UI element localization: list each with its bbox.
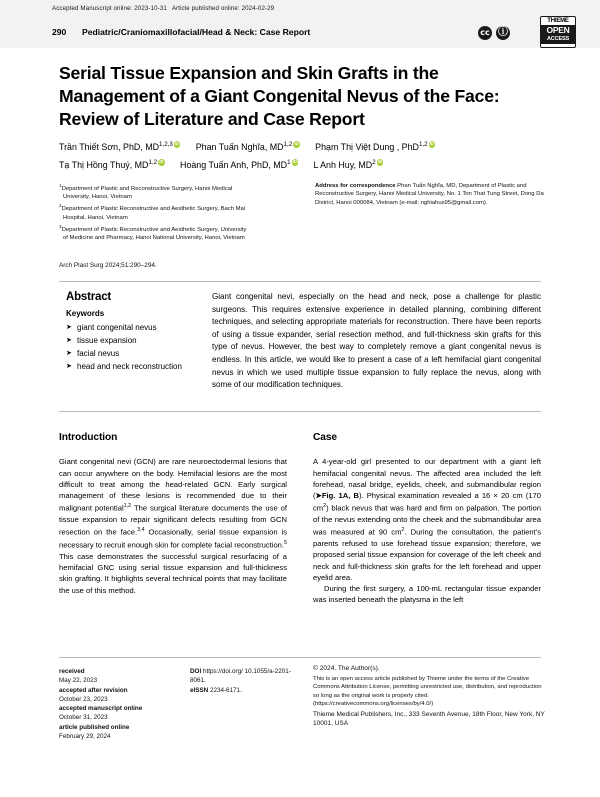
affiliation-item — [59, 182, 249, 202]
case-text-3: ) black nevus that was hard and firm on palpation. The portion of the nevus extending onto the cheek and the submandibular area was measured at 90 cm — [313, 503, 541, 537]
unit-superscript: 2 — [401, 527, 405, 534]
accepted-revision-label: accepted after revision — [59, 686, 128, 694]
author-name: Phan Tuấn Nghĩa, MD — [195, 141, 284, 152]
orcid-icon[interactable] — [292, 159, 299, 166]
affiliation-number: 1 — [59, 183, 62, 188]
author-name: L Anh Huy, MD — [313, 159, 373, 170]
author-affiliation-marker: 1 — [287, 158, 291, 166]
publication-history — [59, 667, 179, 741]
bullet-arrow-icon: ➤ — [66, 337, 72, 345]
author-affiliation-marker: 1,2 — [418, 141, 428, 148]
introduction-column — [59, 432, 287, 596]
running-head — [52, 27, 310, 37]
section-heading-case: Case — [313, 432, 337, 443]
keywords-list — [66, 322, 199, 374]
publication-dates-line — [52, 5, 274, 12]
accepted-online-value: October 31, 2023 — [59, 714, 108, 722]
orcid-icon[interactable] — [377, 159, 384, 166]
author-entry — [315, 142, 435, 152]
copyright-line: © 2024. The Author(s). — [313, 665, 380, 672]
doi-label: DOI — [190, 668, 202, 675]
keyword-label: facial nevus — [77, 349, 120, 359]
received-value: May 22, 2023 — [59, 677, 98, 685]
footer-divider — [59, 657, 541, 658]
bullet-arrow-icon: ➤ — [66, 350, 72, 358]
affiliation-list — [59, 182, 249, 243]
badge-theme-label: THIEME — [547, 18, 569, 24]
received-label: received — [59, 668, 85, 675]
license-block — [313, 665, 545, 728]
abstract-body: Giant congenital nevi, especially on the head and neck, pose a challenge for plastic surgeons. This requires extensive experience in detailed planning, combining different techniques, and selecting appropriate materials for reconstruction. There have been reports of using a tissue expander, serial resection method, and full-thickness skin grafts for this type of nevus. However, the best way to completely remove a giant congenital nevus is endless. In this article, we would like to present a case of a left hemifacial giant congenital nevus in which we used multiple tissue expansion to fully replace the nevus, along with some of our modification techniques. — [212, 292, 541, 390]
abstract-sidebar — [66, 291, 199, 374]
affiliation-text: Department of Plastic Reconstructive and Aesthetic Surgery, University of Medicine and Pharmacy, Hanoi National University, Hanoi, Vietnam — [61, 226, 247, 241]
publisher-address: Thieme Medical Publishers, Inc., 333 Seventh Avenue, 18th Floor, New York, NY 10001, USA — [313, 710, 545, 727]
orcid-icon[interactable] — [429, 141, 436, 148]
published-online-value: February 29, 2024 — [59, 733, 111, 741]
affiliation-text: Department of Plastic and Reconstructive Surgery, Hanoi Medical University, Hanoi, Vietnam — [61, 185, 233, 201]
author-entry — [180, 160, 298, 170]
correspondence-label: Address for correspondence — [315, 183, 396, 189]
eissn-line — [190, 686, 305, 695]
keyword-label: giant congenital nevus — [77, 323, 157, 332]
citation-ref[interactable]: 3,4 — [137, 527, 145, 534]
article-published-date: Article published online: 2024-02-29 — [171, 5, 275, 12]
eissn-label: eISSN — [190, 686, 209, 694]
keyword-item — [66, 322, 199, 335]
citation-ref[interactable]: 5 — [284, 540, 287, 547]
case-paragraph-1 — [313, 456, 541, 583]
author-affiliation-marker: 1,2 — [148, 158, 158, 166]
page-number: 290 — [52, 27, 67, 37]
eissn-value: 2234-6171. — [209, 686, 242, 694]
keyword-item — [66, 348, 199, 361]
accepted-revision-value: October 23, 2023 — [59, 695, 108, 703]
author-entry — [59, 160, 165, 170]
badge-access-label: ACCESS — [541, 35, 575, 44]
affiliation-item — [59, 202, 249, 222]
bullet-arrow-icon: ➤ — [66, 363, 72, 371]
affiliation-number: 2 — [59, 203, 62, 209]
author-entry — [314, 160, 384, 170]
author-affiliation-marker: 2 — [372, 158, 376, 166]
author-entry — [196, 142, 300, 152]
creative-commons-icons — [478, 26, 510, 40]
license-text: This is an open access article published by Thieme under the terms of the Creative Commons Attribution License, permitting unrestricted use, distribution, and reproduction so long as the original work is properly cited. (https://creativecommons.org/licenses/by/4.0/) — [313, 675, 542, 708]
author-name: Trần Thiết Sơn, PhD, MD — [59, 141, 160, 152]
keyword-item — [66, 361, 199, 374]
badge-open-label: OPEN — [541, 25, 575, 36]
intro-text-4: This case demonstrates the successful surgical resurfacing of a hemifacial GNC using serial tissue expansion and full-thickness skin grafting. It highlights several technical points that may facilitate the use of this method. — [59, 551, 287, 595]
author-entry — [59, 142, 180, 152]
keyword-label: head and neck reconstruction — [77, 362, 182, 372]
orcid-icon[interactable] — [158, 159, 165, 166]
orcid-icon[interactable] — [293, 141, 300, 148]
affiliation-text: Department of Plastic Reconstructive and Aesthetic Surgery, Bach Mai Hospital, Hanoi, Vietnam — [61, 206, 246, 221]
author-affiliation-marker: 1,2,3 — [159, 141, 173, 148]
intro-text-1: Giant congenital nevi (GCN) are rare neuroectodermal lesions that can occur anywhere on the body. Hemifacial lesions are the most difficult to treat among the head-related GCN. Early surgical management of these lesions is recommended due to their malignant potential — [59, 457, 287, 513]
citation-ref[interactable]: 1,2 — [123, 503, 132, 510]
keyword-label: tissue expansion — [77, 336, 137, 346]
creative-commons-icon: cc — [478, 26, 492, 40]
figure-reference[interactable] — [316, 491, 359, 500]
keyword-item — [66, 335, 199, 348]
author-name: Phạm Thị Việt Dung , PhD — [315, 141, 419, 152]
intro-text-2: The surgical literature documents the use of tissue expansion to repair significant defects resulting from GCN resection on the face. — [59, 503, 287, 537]
author-affiliation-marker: 1,2 — [283, 141, 293, 148]
section-heading-introduction: Introduction — [59, 432, 118, 443]
case-text-4: . During the consultation, the patient's parents refused to use forehead tissue expansion; therefore, we proposed serial tissue expansion for coverage of the left cheek and neck and full-thickness skin grafts for the left forehead and upper eyelid area. — [313, 527, 541, 582]
case-text-2: ). Physical examination revealed a 16 × 20 cm (170 cm — [313, 491, 541, 513]
correspondence-text: Phan Tuấn Nghĩa, MD, Department of Plastic and Reconstructive Surgery, Hanoi Medical University, No. 1 Ton That Tung Street, Dong Da District, Hanoi 000084, Vietnam (e-mail: nghiahus95@gmail.com). — [315, 183, 544, 206]
abstract-bottom-divider — [59, 411, 541, 412]
intro-text-3: Occasionally, serial tissue expansion is necessary to recruit enough skin for complete facial reconstruction. — [59, 527, 288, 550]
keywords-heading: Keywords — [66, 309, 105, 318]
doi-value: https://doi.org/ 10.1055/a-2201-8061. — [190, 668, 291, 685]
author-name: Tạ Thị Hồng Thuý, MD — [59, 159, 149, 170]
doi-line[interactable] — [190, 667, 305, 686]
journal-citation: Arch Plast Surg 2024;51:290–294. — [59, 262, 157, 269]
abstract-heading: Abstract — [66, 291, 112, 303]
case-paragraph-2: During the first surgery, a 100-mL rectangular tissue expander was inserted beneath the platysma in the left — [313, 584, 541, 605]
article-title: Serial Tissue Expansion and Skin Grafts in the Management of a Giant Congenital Nevus of the Face: Review of Literature and Case Report — [59, 63, 500, 129]
author-list — [59, 137, 554, 173]
accepted-online-label: accepted manuscript online — [59, 705, 143, 713]
cc-attribution-icon: ⓘ — [498, 27, 508, 38]
affiliation-number: 3 — [59, 223, 62, 229]
affiliation-item — [59, 223, 249, 243]
running-head-label: Pediatric/Craniomaxillofacial/Head & Neck: Case Report — [82, 27, 311, 37]
author-name: Hoàng Tuấn Anh, PhD, MD — [180, 159, 288, 170]
doi-block — [190, 667, 305, 695]
accepted-manuscript-date: Accepted Manuscript online: 2023-10-31 — [52, 5, 167, 12]
orcid-icon[interactable] — [174, 141, 181, 148]
open-access-badge — [540, 16, 576, 48]
abstract-top-divider — [59, 281, 541, 282]
figure-reference-label: Fig. 1A, B — [321, 491, 359, 500]
published-online-label: article published online — [59, 723, 130, 731]
introduction-paragraph — [59, 456, 287, 596]
case-column — [313, 432, 541, 606]
unit-superscript: 2 — [323, 503, 327, 510]
bullet-arrow-icon: ➤ — [66, 324, 72, 331]
case-text-1: A 4-year-old girl presented to our department with a giant left hemifacial congenital nevus. The affected area included the left forehead, nasal bridge, eyelids, cheek, and submandibular region ( — [313, 457, 541, 500]
figure-arrow-icon: ➤ — [315, 491, 322, 500]
correspondence-block — [315, 182, 555, 207]
